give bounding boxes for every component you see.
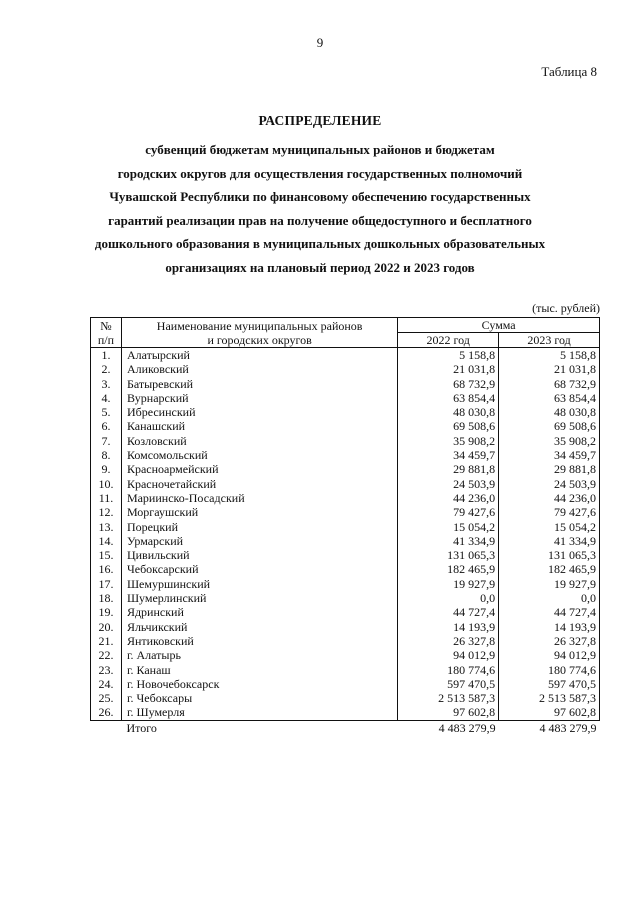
row-amount-2023: 26 327,8 bbox=[499, 634, 600, 648]
document-title: РАСПРЕДЕЛЕНИЕ bbox=[258, 113, 382, 128]
row-amount-2022: 44 727,4 bbox=[398, 605, 499, 619]
page-number: 9 bbox=[316, 35, 324, 50]
row-amount-2022: 41 334,9 bbox=[398, 534, 499, 548]
row-amount-2023: 5 158,8 bbox=[499, 348, 600, 363]
row-amount-2023: 182 465,9 bbox=[499, 562, 600, 576]
table-row bbox=[91, 348, 600, 363]
row-number: 16. bbox=[91, 562, 122, 576]
row-amount-2022: 182 465,9 bbox=[398, 562, 499, 576]
header-year-2022: 2022 год bbox=[398, 333, 499, 348]
distribution-table bbox=[90, 317, 600, 735]
table-row bbox=[91, 677, 600, 691]
total-row bbox=[91, 720, 600, 735]
row-amount-2023: 94 012,9 bbox=[499, 648, 600, 662]
table-row bbox=[91, 362, 600, 376]
row-amount-2022: 29 881,8 bbox=[398, 462, 499, 476]
row-amount-2022: 97 602,8 bbox=[398, 705, 499, 720]
table-row bbox=[91, 491, 600, 505]
row-number: 18. bbox=[91, 591, 122, 605]
row-amount-2022: 69 508,6 bbox=[398, 419, 499, 433]
row-amount-2022: 0,0 bbox=[398, 591, 499, 605]
table-row bbox=[91, 377, 600, 391]
row-municipality: Урмарский bbox=[121, 534, 397, 548]
row-number: 15. bbox=[91, 548, 122, 562]
row-amount-2022: 44 236,0 bbox=[398, 491, 499, 505]
header-number-line1: № bbox=[100, 318, 112, 333]
row-amount-2022: 5 158,8 bbox=[398, 348, 499, 363]
total-label: Итого bbox=[126, 720, 157, 735]
header-number-line2: п/п bbox=[97, 332, 115, 347]
table-row bbox=[91, 448, 600, 462]
table-row bbox=[91, 477, 600, 491]
row-number: 2. bbox=[91, 362, 122, 376]
table-row bbox=[91, 419, 600, 433]
header-number bbox=[91, 318, 122, 348]
row-municipality: Красночетайский bbox=[121, 477, 397, 491]
row-municipality: Ядринский bbox=[121, 605, 397, 619]
table-row bbox=[91, 462, 600, 476]
row-amount-2023: 19 927,9 bbox=[499, 577, 600, 591]
table-row bbox=[91, 391, 600, 405]
table-row bbox=[91, 648, 600, 662]
subtitle-line: гарантий реализации прав на получение общедоступного и бесплатного bbox=[108, 212, 532, 228]
row-amount-2023: 29 881,8 bbox=[499, 462, 600, 476]
row-amount-2023: 21 031,8 bbox=[499, 362, 600, 376]
row-amount-2023: 79 427,6 bbox=[499, 505, 600, 519]
row-municipality: Вурнарский bbox=[121, 391, 397, 405]
row-municipality: Красноармейский bbox=[121, 462, 397, 476]
row-municipality: Ибресинский bbox=[121, 405, 397, 419]
table-row bbox=[91, 577, 600, 591]
row-municipality: г. Канаш bbox=[121, 663, 397, 677]
row-amount-2023: 131 065,3 bbox=[499, 548, 600, 562]
table-row bbox=[91, 591, 600, 605]
row-amount-2023: 48 030,8 bbox=[499, 405, 600, 419]
row-amount-2023: 2 513 587,3 bbox=[499, 691, 600, 705]
row-amount-2022: 14 193,9 bbox=[398, 620, 499, 634]
row-number: 9. bbox=[91, 462, 122, 476]
row-number: 21. bbox=[91, 634, 122, 648]
row-amount-2022: 597 470,5 bbox=[398, 677, 499, 691]
header-year-2023: 2023 год bbox=[499, 333, 600, 348]
subtitle-line: городских округов для осуществления государственных полномочий bbox=[117, 165, 523, 181]
row-number: 8. bbox=[91, 448, 122, 462]
row-number: 12. bbox=[91, 505, 122, 519]
row-municipality: Аликовский bbox=[121, 362, 397, 376]
row-amount-2022: 63 854,4 bbox=[398, 391, 499, 405]
header-name-line2: и городских округов bbox=[207, 332, 312, 347]
units-label: (тыс. рублей) bbox=[532, 301, 600, 315]
total-amount-2022: 4 483 279,9 bbox=[438, 720, 496, 735]
header-name bbox=[121, 318, 397, 348]
row-amount-2023: 35 908,2 bbox=[499, 434, 600, 448]
row-amount-2023: 24 503,9 bbox=[499, 477, 600, 491]
row-amount-2023: 63 854,4 bbox=[499, 391, 600, 405]
total-blank-cell bbox=[91, 720, 122, 735]
row-amount-2023: 44 236,0 bbox=[499, 491, 600, 505]
row-number: 13. bbox=[91, 520, 122, 534]
table-label: Таблица 8 bbox=[541, 64, 597, 79]
row-amount-2022: 131 065,3 bbox=[398, 548, 499, 562]
row-number: 25. bbox=[91, 691, 122, 705]
row-municipality: Янтиковский bbox=[121, 634, 397, 648]
table-row bbox=[91, 634, 600, 648]
row-number: 24. bbox=[91, 677, 122, 691]
subtitle-line: организациях на плановый период 2022 и 2023 годов bbox=[165, 259, 475, 275]
row-number: 10. bbox=[91, 477, 122, 491]
row-number: 3. bbox=[91, 377, 122, 391]
row-amount-2022: 24 503,9 bbox=[398, 477, 499, 491]
row-amount-2023: 41 334,9 bbox=[499, 534, 600, 548]
row-municipality: г. Алатырь bbox=[121, 648, 397, 662]
table-row bbox=[91, 605, 600, 619]
row-number: 7. bbox=[91, 434, 122, 448]
table-row bbox=[91, 691, 600, 705]
table-body bbox=[91, 348, 600, 736]
table-row bbox=[91, 434, 600, 448]
row-municipality: Чебоксарский bbox=[121, 562, 397, 576]
row-amount-2023: 97 602,8 bbox=[499, 705, 600, 720]
row-number: 19. bbox=[91, 605, 122, 619]
row-number: 20. bbox=[91, 620, 122, 634]
row-municipality: г. Новочебоксарск bbox=[121, 677, 397, 691]
row-amount-2023: 44 727,4 bbox=[499, 605, 600, 619]
row-amount-2023: 180 774,6 bbox=[499, 663, 600, 677]
subtitle-line: субвенций бюджетам муниципальных районов и бюджетам bbox=[145, 142, 495, 157]
row-amount-2022: 35 908,2 bbox=[398, 434, 499, 448]
row-municipality: Канашский bbox=[121, 419, 397, 433]
table-row bbox=[91, 562, 600, 576]
table-row bbox=[91, 405, 600, 419]
table-row bbox=[91, 620, 600, 634]
header-sum: Сумма bbox=[398, 318, 600, 333]
row-amount-2022: 26 327,8 bbox=[398, 634, 499, 648]
row-amount-2022: 2 513 587,3 bbox=[398, 691, 499, 705]
table-row bbox=[91, 534, 600, 548]
row-municipality: Комсомольский bbox=[121, 448, 397, 462]
row-municipality: Шемуршинский bbox=[121, 577, 397, 591]
row-amount-2022: 79 427,6 bbox=[398, 505, 499, 519]
row-amount-2022: 94 012,9 bbox=[398, 648, 499, 662]
row-amount-2023: 597 470,5 bbox=[499, 677, 600, 691]
document-subtitle bbox=[0, 138, 640, 279]
row-amount-2023: 69 508,6 bbox=[499, 419, 600, 433]
row-municipality: Порецкий bbox=[121, 520, 397, 534]
row-municipality: Яльчикский bbox=[121, 620, 397, 634]
row-municipality: Шумерлинский bbox=[121, 591, 397, 605]
row-municipality: г. Чебоксары bbox=[121, 691, 397, 705]
row-amount-2023: 0,0 bbox=[499, 591, 600, 605]
subtitle-line: дошкольного образования в муниципальных дошкольных образовательных bbox=[94, 236, 546, 251]
row-municipality: г. Шумерля bbox=[121, 705, 397, 720]
row-municipality: Алатырский bbox=[121, 348, 397, 363]
row-municipality: Цивильский bbox=[121, 548, 397, 562]
table-row bbox=[91, 663, 600, 677]
row-number: 11. bbox=[91, 491, 122, 505]
row-municipality: Мариинско-Посадский bbox=[121, 491, 397, 505]
row-number: 17. bbox=[91, 577, 122, 591]
row-amount-2022: 68 732,9 bbox=[398, 377, 499, 391]
row-number: 5. bbox=[91, 405, 122, 419]
row-amount-2022: 48 030,8 bbox=[398, 405, 499, 419]
row-amount-2023: 34 459,7 bbox=[499, 448, 600, 462]
row-number: 14. bbox=[91, 534, 122, 548]
row-amount-2022: 21 031,8 bbox=[398, 362, 499, 376]
row-municipality: Козловский bbox=[121, 434, 397, 448]
row-amount-2022: 19 927,9 bbox=[398, 577, 499, 591]
row-number: 6. bbox=[91, 419, 122, 433]
row-number: 4. bbox=[91, 391, 122, 405]
header-name-line1: Наименование муниципальных районов bbox=[156, 318, 363, 333]
table-row bbox=[91, 505, 600, 519]
row-number: 26. bbox=[91, 705, 122, 720]
row-municipality: Моргаушский bbox=[121, 505, 397, 519]
row-amount-2022: 34 459,7 bbox=[398, 448, 499, 462]
table-row bbox=[91, 705, 600, 720]
row-amount-2023: 14 193,9 bbox=[499, 620, 600, 634]
row-amount-2023: 15 054,2 bbox=[499, 520, 600, 534]
row-number: 1. bbox=[91, 348, 122, 363]
table-row bbox=[91, 548, 600, 562]
row-municipality: Батыревский bbox=[121, 377, 397, 391]
row-amount-2023: 68 732,9 bbox=[499, 377, 600, 391]
row-amount-2022: 180 774,6 bbox=[398, 663, 499, 677]
row-number: 22. bbox=[91, 648, 122, 662]
subtitle-line: Чувашской Республики по финансовому обеспечению государственных bbox=[109, 189, 531, 204]
table-row bbox=[91, 520, 600, 534]
row-amount-2022: 15 054,2 bbox=[398, 520, 499, 534]
total-amount-2023: 4 483 279,9 bbox=[539, 720, 597, 735]
row-number: 23. bbox=[91, 663, 122, 677]
